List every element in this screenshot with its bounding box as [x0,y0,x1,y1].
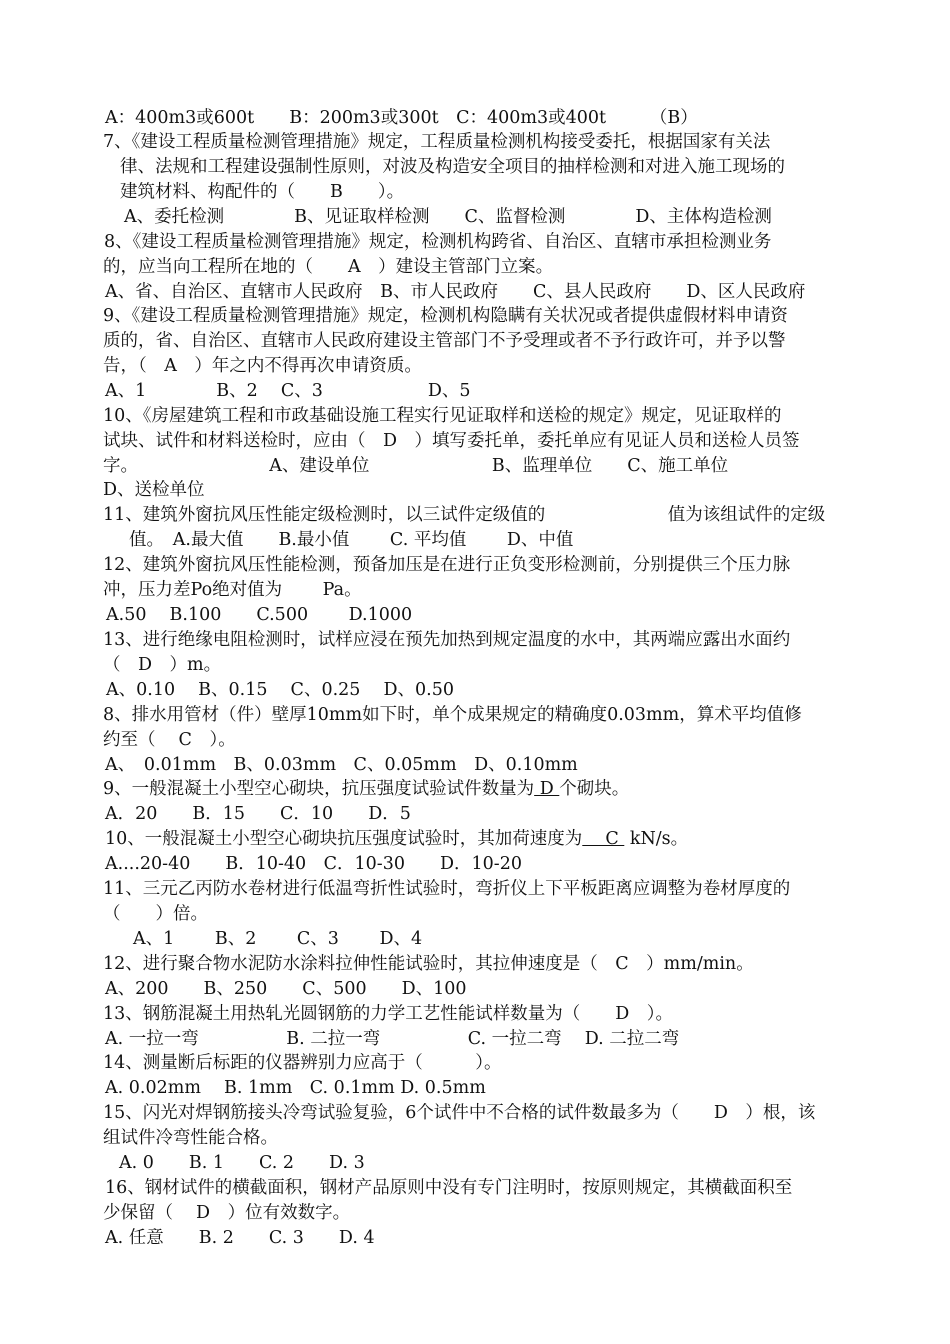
line-38: A. 一拉一弯 B. 二拉一弯 C. 一拉二弯 D. 二拉二弯 [105,1029,680,1049]
line-26: 约至（ C ）。 [103,730,236,750]
line-28-tail: 个砌块。 [559,779,630,799]
line-7: 的，应当向工程所在地的（ A ）建设主管部门立案。 [103,257,554,277]
line-18: 值。 A.最大值 B.最小值 C. 平均值 D、中值 [129,530,574,550]
line-9: 9、《建设工程质量检测管理措施》规定，检测机构隐瞒有关状况或者提供虚假材料申请资 [103,306,788,326]
line-28 [103,778,629,800]
line-43: A. 0 B. 1 C. 2 D. 3 [119,1153,365,1173]
line-32: 11、三元乙丙防水卷材进行低温弯折性试验时，弯折仪上下平板距离应调整为卷材厚度的 [103,879,791,899]
line-22: 13、进行绝缘电阻检测时，试样应浸在预先加热到规定温度的水中，其两端应露出水面约 [103,630,791,650]
line-35: 12、进行聚合物水泥防水涂料拉伸性能试验时，其拉伸速度是（ C ）mm/min。 [103,954,754,974]
line-10: 质的，省、自治区、直辖市人民政府建设主管部门不予受理或者不予行政许可，并予以警 [103,331,786,351]
line-44: 16、钢材试件的横截面积，钢材产品原则中没有专门注明时，按原则规定，其横截面积至 [105,1178,793,1198]
line-23: （ D ）m。 [103,655,222,675]
line-13: 10、《房屋建筑工程和市政基础设施工程实行见证取样和送检的规定》规定，见证取样的 [103,406,782,426]
line-15: 字。 A、建设单位 B、监理单位 C、施工单位 [103,456,729,476]
line-4: 建筑材料、构配件的（ B ）。 [120,182,405,202]
line-20: 冲，压力差Po绝对值为 Pa。 [103,580,362,600]
line-12: A、1 B、2 C、3 D、5 [105,381,471,401]
line-37: 13、钢筋混凝土用热轧光圆钢筋的力学工艺性能试样数量为（ D ）。 [103,1004,674,1024]
line-30-tail: kN/s。 [624,829,689,849]
line-1: A：400m3或600t B：200m3或300t C：400m3或400t （B） [105,108,698,128]
line-21: A.50 B.100 C.500 D.1000 [106,605,413,625]
line-45: 少保留（ D ）位有效数字。 [103,1203,351,1223]
line-40: A. 0.02mm B. 1mm C. 0.1mm D. 0.5mm [105,1078,486,1098]
line-19: 12、建筑外窗抗风压性能检测，预备加压是在进行正负变形检测前，分别提供三个压力脉 [103,555,791,575]
line-36: A、200 B、250 C、500 D、100 [105,979,467,999]
line-8: A、省、自治区、直辖市人民政府 B、市人民政府 C、县人民政府 D、区人民政府 [105,282,806,302]
line-42: 组试件冷弯性能合格。 [103,1128,278,1148]
line-14: 试块、试件和材料送检时，应由（ D ）填写委托单，委托单应有见证人员和送检人员签 [103,431,800,451]
line-28-text: 9、一般混凝土小型空心砌块，抗压强度试验试件数量为 [103,779,535,799]
line-46: A. 任意 B. 2 C. 3 D. 4 [105,1228,375,1248]
line-11: 告，（ A ）年之内不得再次申请资质。 [103,356,422,376]
line-27: A、 0.01mm B、0.03mm C、0.05mm D、0.10mm [105,755,578,775]
answer-blank: C [582,829,625,849]
line-3: 律、法规和工程建设强制性原则，对波及构造安全项目的抽样检测和对进入施工现场的 [120,157,785,177]
line-30-text: 10、一般混凝土小型空心砌块抗压强度试验时，其加荷速度为 [105,829,583,849]
line-24: A、0.10 B、0.15 C、0.25 D、0.50 [106,680,454,700]
line-33: （ ）倍。 [103,904,208,924]
line-16: D、送检单位 [103,480,205,500]
line-2: 7、《建设工程质量检测管理措施》规定，工程质量检测机构接受委托，根据国家有关法 [103,132,771,152]
line-5: A、委托检测 B、见证取样检测 C、监督检测 D、主体构造检测 [124,207,772,227]
line-25: 8、排水用管材（件）壁厚10mm如下时，单个成果规定的精确度0.03mm，算术平均值修 [103,705,802,725]
line-30 [105,828,688,850]
line-39: 14、测量断后标距的仪器辨别力应高于（ ）。 [103,1053,502,1073]
answer-blank: D [534,779,560,799]
line-29: A．20 B．15 C．10 D．5 [105,804,411,824]
line-17: 11、建筑外窗抗风压性能定级检测时，以三试件定级值的 值为该组试件的定级 [103,505,826,525]
line-41: 15、闪光对焊钢筋接头冷弯试验复验，6个试件中不合格的试件数最多为（ D ）根，该 [103,1103,816,1123]
line-34: A、1 B、2 C、3 D、4 [133,929,423,949]
line-31: A....20-40 B．10-40 C．10-30 D．10-20 [105,854,522,874]
line-6: 8、《建设工程质量检测管理措施》规定，检测机构跨省、自治区、直辖市承担检测业务 [104,232,772,252]
